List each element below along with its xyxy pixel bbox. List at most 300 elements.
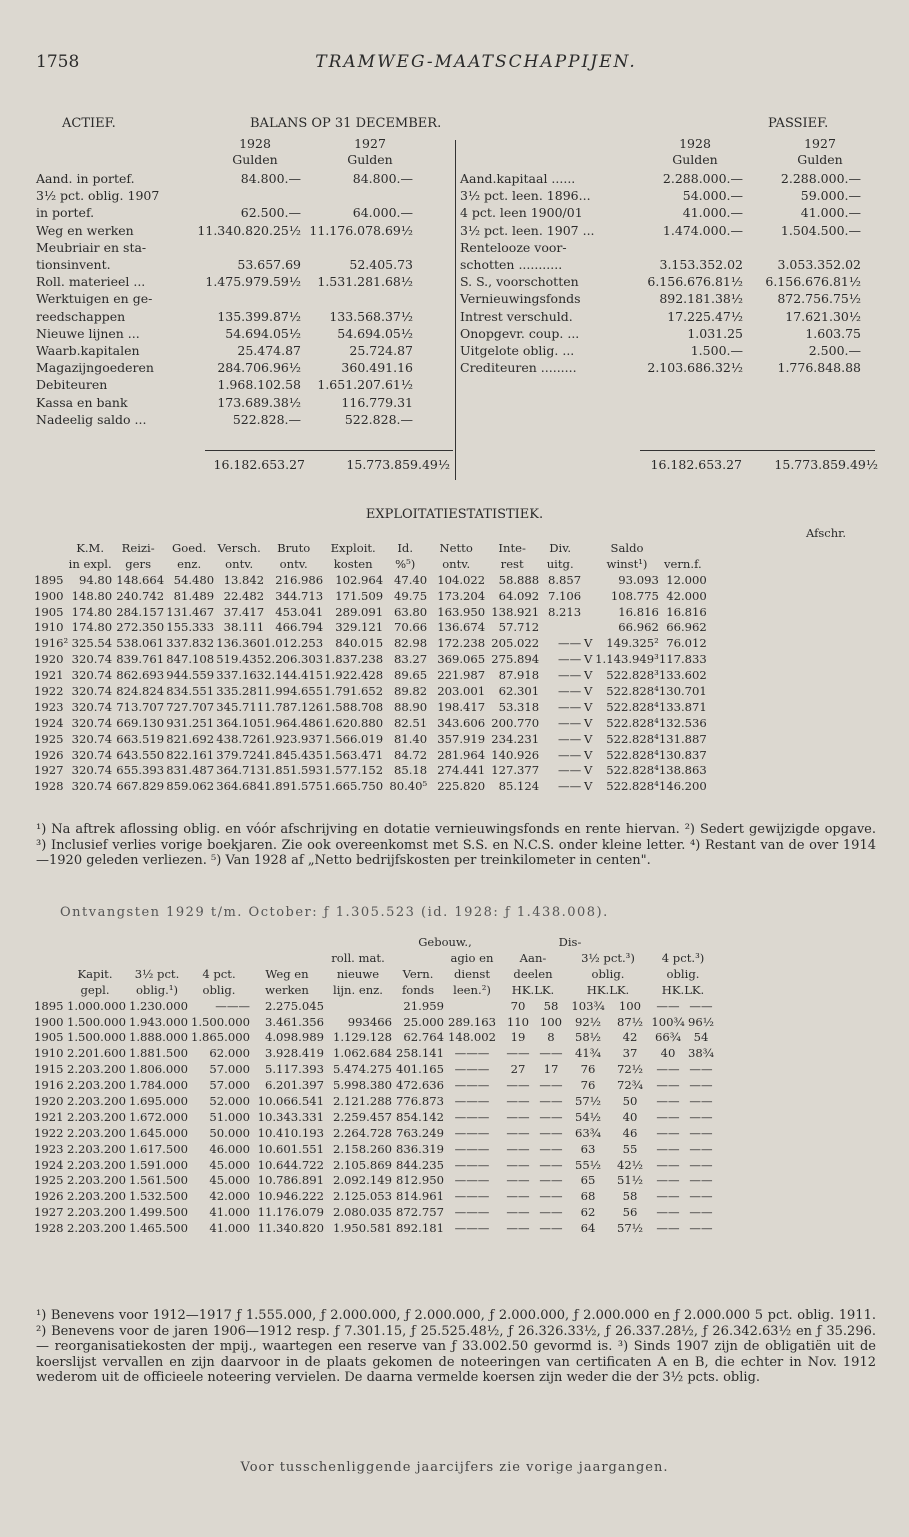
capital-cell: 1910 [34, 1046, 64, 1061]
actief-value-1928: 173.689.38½ [217, 394, 301, 410]
capital-cell: —— [656, 1205, 680, 1220]
capital-cell: 68 [580, 1189, 596, 1204]
capital-cell: 55½ [575, 1157, 601, 1172]
capital-row [34, 1157, 716, 1173]
capital-cell: —— [689, 1062, 713, 1077]
actief-value-1927: 522.828.— [344, 411, 413, 427]
capital-cell: 46.000 [209, 1141, 250, 1156]
capital-cell: —— [539, 1141, 563, 1156]
exploitatie-cell: 1922 [34, 683, 64, 698]
actief-value-1928: 84.800.— [240, 171, 301, 187]
exploitatie-cell: 66.962 [666, 620, 707, 635]
capital-cell: 3.928.419 [264, 1046, 324, 1061]
exploitatie-cell: 54.480 [173, 572, 215, 587]
exploitatie-cell: 240.742 [116, 588, 165, 603]
capital-cell: 100 [618, 998, 642, 1013]
capital-cell: 41¾ [575, 1046, 601, 1061]
exploitatie-cell: 53.318 [498, 699, 540, 714]
actief-value-1927: 84.800.— [352, 171, 413, 187]
exploitatie-cell: 1.922.428 [324, 668, 384, 683]
actief-year-1927: 1927 [354, 136, 386, 151]
capital-cell: —— [689, 1189, 713, 1204]
exploitatie-cell: 1905 [34, 604, 64, 619]
capital-cell: 854.142 [396, 1109, 444, 1124]
capital-header-cell [250, 950, 324, 966]
actief-value-1928: 25.474.87 [237, 342, 301, 358]
exploitatie-cell: 131.887 [658, 731, 707, 746]
exploitatie-cell: 146.200 [658, 779, 707, 794]
exploitatie-cell: 713.707 [116, 699, 165, 714]
passief-label: S. S., voorschotten [460, 274, 579, 290]
exploitatie-cell: 1900 [34, 588, 64, 603]
actief-label: Nadeelig saldo ... [36, 411, 147, 427]
exploitatie-cell: 85.124 [498, 779, 540, 794]
actief-year-1928: 1928 [239, 136, 271, 151]
exploitatie-cell: 364.105 [216, 715, 265, 730]
capital-cell: 55 [622, 1141, 638, 1156]
exploitatie-cell: 337.832 [166, 636, 215, 651]
capital-cell: —— [539, 1109, 563, 1124]
capital-cell: 54½ [575, 1109, 601, 1124]
capital-cell: 66¾ [655, 1030, 681, 1045]
exploitatie-header-cell: Div. [549, 540, 572, 555]
exploitatie-header-cell: Goed. [172, 540, 207, 555]
passief-row [460, 222, 861, 239]
exploitatie-cell: 320.74 [71, 683, 113, 698]
capital-row [34, 1029, 716, 1045]
capital-cell: —— [656, 1221, 680, 1236]
exploitatie-row [34, 747, 707, 763]
capital-cell: 51½ [617, 1173, 643, 1188]
capital-cell: 5.998.380 [332, 1078, 392, 1093]
exploitatie-table [34, 540, 707, 794]
actief-row [36, 411, 413, 428]
exploitatie-cell: 117.833 [658, 652, 707, 667]
passief-value-1928: 1.500.— [690, 342, 743, 358]
capital-cell: 2.203.200 [66, 1109, 126, 1124]
capital-header-cell [34, 982, 64, 998]
capital-cell: 1.500.000 [66, 1030, 126, 1045]
capital-header-row [34, 966, 716, 982]
exploitatie-cell: V [583, 652, 593, 667]
capital-cell: 812.950 [396, 1173, 444, 1188]
exploitatie-cell: 1.566.019 [324, 731, 384, 746]
capital-cell: —— [656, 998, 680, 1013]
capital-cell: 892.181 [396, 1221, 444, 1236]
capital-header-cell: fonds [401, 982, 435, 997]
passief-value-1927: 872.756.75½ [777, 291, 861, 307]
exploitatie-cell: 198.417 [437, 699, 486, 714]
capital-cell: 2.158.260 [332, 1141, 392, 1156]
capital-cell: —— [506, 1141, 530, 1156]
capital-header-cell: 4 pct. [202, 966, 236, 981]
actief-row [36, 359, 413, 376]
capital-cell: —— [506, 1205, 530, 1220]
exploitatie-cell: 839.761 [116, 652, 165, 667]
actief-value-1927: 133.568.37½ [329, 308, 413, 324]
actief-total-1928: 16.182.653.27 [213, 457, 305, 472]
capital-cell: —— [506, 1189, 530, 1204]
passief-row [460, 239, 861, 256]
exploitatie-header-cell: Versch. [217, 540, 261, 555]
capital-cell: 100 [539, 1014, 563, 1029]
capital-cell: —— [539, 1078, 563, 1093]
capital-header-cell: oblig. [202, 982, 236, 997]
exploitatie-cell: V [583, 683, 593, 698]
capital-cell: 2.092.149 [332, 1173, 392, 1188]
exploitatie-row [34, 588, 707, 604]
passief-label: 4 pct. leen 1900/01 [460, 205, 583, 221]
exploitatie-cell: 8.857 [547, 572, 582, 587]
exploitatie-footnote: ¹) Na aftrek aflossing oblig. en vóór afschrijving en dotatie vernieuwingsfonds en rente hiervan. ²) Sedert gewijzigde opgave. ³) Inclusief verlies vorige boekjaren. Zie ook overeenkomst met S.S. en N.C.S. onder kleine letter. ⁴) Restant van de over 1914—1920 geleden verliezen. ⁵) Van 1928 af „Netto bedrijfskosten per treinkilometer in centen". [36, 822, 876, 868]
capital-cell: 37 [622, 1046, 638, 1061]
capital-footnote: ¹) Benevens voor 1912—1917 ƒ 1.555.000, ƒ 2.000.000, ƒ 2.000.000, ƒ 2.000.000, ƒ 2.000.000 en ƒ 2.000.000 5 pct. oblig. 1911. ²) Benevens voor de jaren 1906—1912 resp. ƒ 7.301.15, ƒ 25.525.48½, ƒ 26.326.33½, ƒ 26.337.28½, ƒ 26.342.63½ en ƒ 35.296.— reorganisatiekosten der mpij., waartegen een reserve van ƒ 33.002.50 gevormd is. ³) Sinds 1907 zijn de obligatiën uit de koerslijst vervallen en zijn daarvoor in de plaats gekomen de noteeringen van certificaten A en B, die echter in Nov. 1912 wederom uit de officieele noteering vervielen. De daarna vermelde koersen zijn weder die der 3½ pcts. oblig. [36, 1308, 876, 1385]
capital-cell: 401.165 [396, 1062, 444, 1077]
capital-cell: 2.105.869 [332, 1157, 392, 1172]
capital-cell: 42 [622, 1030, 638, 1045]
exploitatie-cell: 522.828⁴ [606, 763, 659, 778]
capital-cell: 1.888.000 [128, 1030, 188, 1045]
capital-cell: 1895 [34, 998, 64, 1013]
capital-cell: 1926 [34, 1189, 64, 1204]
capital-header-cell: Weg en [265, 966, 309, 981]
capital-cell: —— [689, 1173, 713, 1188]
exploitatie-cell: 216.986 [275, 572, 324, 587]
capital-cell: ——— [454, 1078, 490, 1093]
actief-value-1927: 64.000.— [352, 205, 413, 221]
capital-cell: ——— [454, 1157, 490, 1172]
exploitatie-cell: 1924 [34, 715, 64, 730]
passief-row [460, 170, 861, 187]
exploitatie-cell: 66.962 [618, 620, 659, 635]
capital-cell: 41.000 [209, 1205, 250, 1220]
capital-header-cell: dienst [453, 966, 491, 981]
exploitatie-header-row [34, 540, 707, 556]
actief-title: ACTIEF. [62, 116, 116, 131]
exploitatie-cell [581, 572, 595, 588]
exploitatie-header-cell: Saldo [610, 540, 644, 555]
exploitatie-cell: 274.441 [437, 763, 486, 778]
capital-cell: —— [689, 1078, 713, 1093]
actief-row [36, 342, 413, 359]
exploitatie-header-cell [581, 540, 595, 556]
exploitatie-cell: 1.143.949³ [595, 652, 659, 667]
capital-cell: ——— [454, 1189, 490, 1204]
capital-cell: 1.865.000 [190, 1030, 250, 1045]
capital-cell: 56 [622, 1205, 638, 1220]
passief-row [460, 342, 861, 359]
exploitatie-cell: 88.90 [393, 699, 428, 714]
exploitatie-cell: 379.724 [216, 747, 265, 762]
passief-row [460, 359, 861, 376]
capital-cell: 65 [580, 1173, 596, 1188]
exploitatie-header-cell: kosten [333, 556, 373, 571]
exploitatie-cell: 136.674 [437, 620, 486, 635]
passief-total-rule [640, 450, 875, 451]
exploitatie-cell: 667.829 [116, 779, 165, 794]
passief-unit-1927: Gulden [797, 152, 843, 167]
actief-label: tionsinvent. [36, 257, 111, 273]
exploitatie-header-cell [659, 540, 707, 556]
capital-cell: —— [689, 998, 713, 1013]
capital-cell: 64 [580, 1221, 596, 1236]
capital-header-cell: 3½ pct.³) [581, 950, 635, 965]
capital-header-cell: werken [265, 982, 309, 997]
capital-cell: 993466 [347, 1014, 392, 1029]
actief-value-1927: 1.651.207.61½ [317, 377, 413, 393]
exploitatie-cell: 64.092 [498, 588, 540, 603]
exploitatie-cell: 522.828⁴ [606, 731, 659, 746]
capital-cell: 872.757 [396, 1205, 444, 1220]
passief-value-1928: 6.156.676.81½ [647, 274, 743, 290]
exploitatie-cell: 453.041 [275, 604, 324, 619]
exploitatie-cell: 862.693 [116, 668, 165, 683]
capital-cell: 57.000 [209, 1078, 250, 1093]
capital-header-cell [34, 966, 64, 982]
exploitatie-cell: 335.281 [216, 683, 265, 698]
exploitatie-row [34, 683, 707, 699]
exploitatie-cell: 130.837 [658, 747, 707, 762]
exploitatie-cell: 205.022 [491, 636, 540, 651]
exploitatie-cell: 2.206.303 [264, 652, 324, 667]
exploitatie-cell: 931.251 [166, 715, 215, 730]
exploitatie-row [34, 762, 707, 778]
capital-cell: 41.000 [209, 1221, 250, 1236]
capital-cell: 38¾ [688, 1046, 714, 1061]
exploitatie-cell: 127.377 [491, 763, 540, 778]
capital-cell: 76 [580, 1062, 596, 1077]
capital-cell: 148.002 [448, 1030, 496, 1045]
exploitatie-cell: 42.000 [666, 588, 707, 603]
capital-cell: —— [689, 1125, 713, 1140]
capital-cell: —— [539, 1221, 563, 1236]
exploitatie-cell: 1921 [34, 668, 64, 683]
passief-row [460, 187, 861, 204]
capital-cell: —— [689, 1093, 713, 1108]
actief-row [36, 256, 413, 273]
capital-row [34, 998, 716, 1014]
capital-cell: 50.000 [209, 1125, 250, 1140]
capital-cell: 4.098.989 [264, 1030, 324, 1045]
exploitatie-cell: 325.54 [71, 636, 113, 651]
passief-table [460, 170, 861, 376]
exploitatie-cell: 275.894 [491, 652, 540, 667]
capital-cell: 1923 [34, 1141, 64, 1156]
capital-cell: 1.062.684 [332, 1046, 392, 1061]
exploitatie-cell: 70.66 [393, 620, 428, 635]
actief-row [36, 170, 413, 187]
actief-value-1927: 11.176.078.69½ [309, 222, 413, 238]
capital-cell: —— [539, 1205, 563, 1220]
capital-cell: 110 [506, 1014, 530, 1029]
capital-cell: —— [656, 1141, 680, 1156]
capital-row [34, 1014, 716, 1030]
capital-cell: 21.959 [403, 998, 444, 1013]
exploitatie-cell: 272.350 [116, 620, 165, 635]
actief-row [36, 393, 413, 410]
exploitatie-row [34, 667, 707, 683]
capital-cell: 57½ [617, 1221, 643, 1236]
exploitatie-cell: 133.871 [658, 699, 707, 714]
passief-value-1928: 1.474.000.— [662, 222, 743, 238]
capital-cell: ——— [454, 1221, 490, 1236]
capital-cell: —— [539, 1157, 563, 1172]
exploitatie-cell: 538.061 [116, 636, 165, 651]
exploitatie-cell: 522.828⁴ [606, 715, 659, 730]
capital-cell: 2.203.200 [66, 1221, 126, 1236]
exploitatie-cell: 364.684 [216, 779, 265, 794]
actief-label: Kassa en bank [36, 394, 128, 410]
passief-label: 3½ pct. leen. 1907 ... [460, 222, 595, 238]
capital-header-row [34, 982, 716, 998]
actief-value-1928 [191, 239, 301, 256]
exploitatie-cell: 522.828⁴ [606, 747, 659, 762]
passief-value-1928: 54.000.— [682, 188, 743, 204]
actief-label: Aand. in portef. [36, 171, 135, 187]
exploitatie-cell: 57.712 [498, 620, 540, 635]
exploitatie-header-cell: ontv. [225, 556, 254, 571]
capital-cell: 10.946.222 [257, 1189, 324, 1204]
capital-row [34, 1220, 716, 1236]
capital-cell: 2.264.728 [332, 1125, 392, 1140]
capital-cell: 2.203.200 [66, 1125, 126, 1140]
actief-value-1928: 135.399.87½ [217, 308, 301, 324]
exploitatie-cell: 1895 [34, 572, 64, 587]
exploitatie-cell: 132.536 [658, 715, 707, 730]
actief-label: Magazijngoederen [36, 360, 154, 376]
capital-cell: 1928 [34, 1221, 64, 1236]
passief-row [460, 290, 861, 307]
capital-header-cell: HK.LK. [661, 982, 705, 997]
exploitatie-cell: 22.482 [223, 588, 265, 603]
capital-cell: 10.786.891 [257, 1173, 324, 1188]
exploitatie-row [34, 778, 707, 794]
balance-divider [455, 140, 456, 480]
capital-cell: 2.203.200 [66, 1157, 126, 1172]
capital-cell: 1.561.500 [128, 1173, 188, 1188]
capital-cell: 1.695.000 [128, 1093, 188, 1108]
capital-cell: —— [656, 1189, 680, 1204]
capital-cell: 1.672.000 [128, 1109, 188, 1124]
exploitatie-cell: 1.791.652 [324, 683, 384, 698]
exploitatie-cell: 466.794 [275, 620, 324, 635]
actief-row [36, 187, 413, 204]
exploitatie-cell: 522.828³ [606, 668, 659, 683]
exploitatie-cell: 174.80 [71, 604, 113, 619]
capital-cell: 5.474.275 [332, 1062, 392, 1077]
capital-cell: —— [689, 1141, 713, 1156]
exploitatie-cell: 834.551 [166, 683, 215, 698]
page-title: TRAMWEG-MAATSCHAPPIJEN. [315, 52, 637, 72]
exploitatie-cell: 357.919 [437, 731, 486, 746]
capital-cell: 1925 [34, 1173, 64, 1188]
exploitatie-cell: 80.40⁵ [389, 779, 428, 794]
capital-cell: 72¾ [617, 1078, 643, 1093]
exploitatie-cell: 102.964 [335, 572, 384, 587]
exploitatie-cell: 284.157 [116, 604, 165, 619]
exploitatie-cell: 203.001 [437, 683, 486, 698]
passief-row [460, 308, 861, 325]
exploitatie-cell: 173.204 [437, 588, 486, 603]
capital-cell: —— [539, 1125, 563, 1140]
capital-cell: 96½ [688, 1014, 714, 1029]
passief-value-1927: 59.000.— [800, 188, 861, 204]
capital-row [34, 1109, 716, 1125]
capital-cell: 2.203.200 [66, 1093, 126, 1108]
actief-row [36, 273, 413, 290]
exploitatie-cell [539, 619, 581, 635]
actief-unit-1928: Gulden [232, 152, 278, 167]
exploitatie-cell: 1.994.655 [264, 683, 324, 698]
capital-cell: —— [656, 1093, 680, 1108]
passief-label: Onopgevr. coup. ... [460, 325, 580, 341]
actief-row [36, 376, 413, 393]
capital-cell: 72½ [617, 1062, 643, 1077]
exploitatie-cell: 289.091 [335, 604, 384, 619]
capital-cell: 836.319 [396, 1141, 444, 1156]
exploitatie-cell: —— [557, 683, 582, 698]
exploitatie-header-cell: in expl. [68, 556, 112, 571]
capital-cell: 776.873 [396, 1093, 444, 1108]
passief-label: Rentelooze voor- [460, 239, 567, 255]
exploitatie-header-cell: ontv. [279, 556, 308, 571]
actief-label: Debiteuren [36, 377, 108, 393]
passief-value-1927: 6.156.676.81½ [765, 274, 861, 290]
actief-label: Nieuwe lijnen ... [36, 325, 140, 341]
exploitatie-cell: 104.022 [437, 572, 486, 587]
capital-cell: 19 [510, 1030, 526, 1045]
capital-cell: ——— [454, 1093, 490, 1108]
exploitatie-cell: 522.828⁴ [606, 779, 659, 794]
exploitatie-cell: 364.713 [216, 763, 265, 778]
exploitatie-cell: 221.987 [437, 668, 486, 683]
exploitatie-header-cell: Inte- [498, 540, 526, 555]
capital-cell: —— [656, 1109, 680, 1124]
passief-value-1928: 2.103.686.32½ [647, 360, 743, 376]
passief-label: Intrest verschuld. [460, 308, 573, 324]
ontvangsten-line: Ontvangsten 1929 t/m. October: ƒ 1.305.523 (id. 1928: ƒ 1.438.008). [60, 905, 609, 920]
capital-cell: 10.601.551 [257, 1141, 324, 1156]
passief-value-1927: 17.621.30½ [785, 308, 861, 324]
actief-value-1927 [301, 290, 413, 307]
exploitatie-cell: 163.950 [437, 604, 486, 619]
exploitatie-cell: 58.888 [498, 572, 540, 587]
capital-cell: ——— [454, 1173, 490, 1188]
exploitatie-cell: —— [557, 731, 582, 746]
capital-row [34, 1093, 716, 1109]
exploitatie-cell: 847.108 [166, 652, 215, 667]
exploitatie-cell: 727.707 [166, 699, 215, 714]
capital-header-cell [64, 950, 126, 966]
exploitatie-cell: 1.563.471 [324, 747, 384, 762]
actief-value-1928 [191, 290, 301, 307]
capital-header-cell: leen.²) [453, 982, 491, 997]
capital-cell: ——— [215, 998, 250, 1013]
passief-year-1928: 1928 [679, 136, 711, 151]
capital-cell: —— [689, 1205, 713, 1220]
exploitatie-header-cell [34, 556, 68, 572]
capital-cell: 1905 [34, 1030, 64, 1045]
actief-unit-1927: Gulden [347, 152, 393, 167]
exploitatie-cell: 63.80 [393, 604, 428, 619]
actief-row [36, 290, 413, 307]
capital-cell: —— [506, 1125, 530, 1140]
capital-header-cell: 4 pct.³) [661, 950, 705, 965]
capital-cell: —— [506, 1093, 530, 1108]
exploitatie-cell: 94.80 [78, 572, 113, 587]
passief-label: Uitgelote oblig. ... [460, 342, 575, 358]
capital-cell: 62 [580, 1205, 596, 1220]
